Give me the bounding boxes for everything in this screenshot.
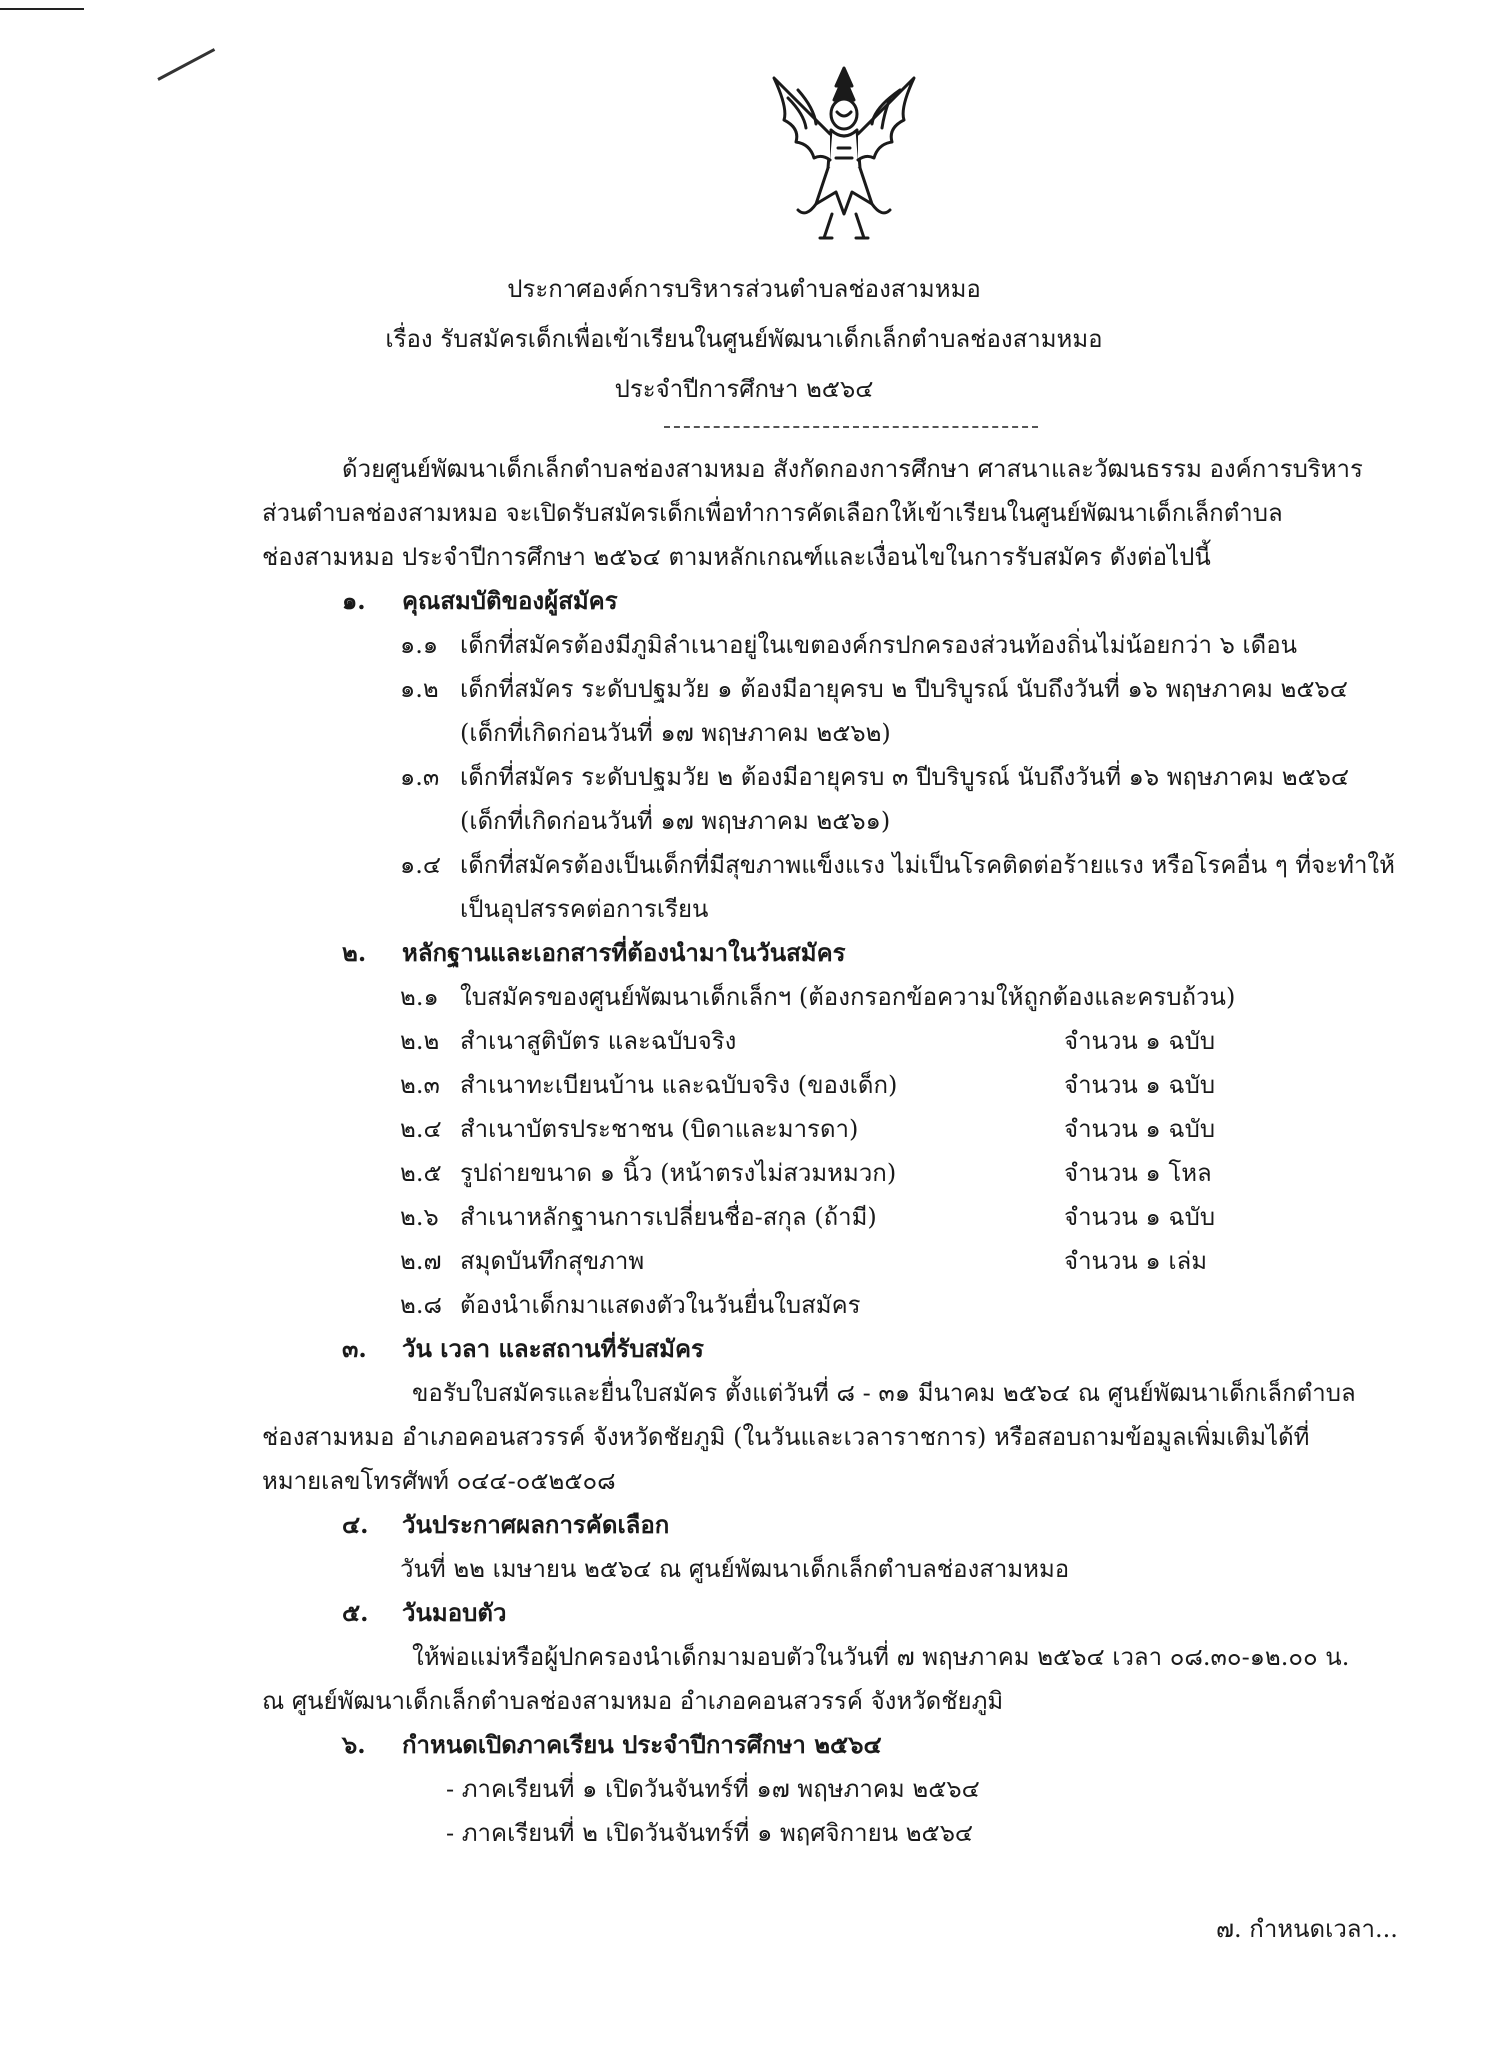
item-subtext: (เด็กที่เกิดก่อนวันที่ ๑๗ พฤษภาคม ๒๕๖๑): [460, 807, 891, 835]
item-number: ๑.๔: [400, 851, 442, 879]
item-text: สมุดบันทึกสุขภาพ: [460, 1247, 645, 1275]
agency-heading: ประกาศองค์การบริหารส่วนตำบลช่องสามหมอ: [507, 275, 981, 303]
section5-line-2: ณ ศูนย์พัฒนาเด็กเล็กตำบลช่องสามหมอ อำเภอคอนสวรรค์ จังหวัดชัยภูมิ: [262, 1687, 1004, 1715]
section5-number: ๕.: [342, 1598, 369, 1627]
section6-number: ๖.: [342, 1730, 366, 1759]
section2-title: หลักฐานและเอกสารที่ต้องนำมาในวันสมัคร: [402, 938, 846, 967]
subject-heading: เรื่อง รับสมัครเด็กเพื่อเข้าเรียนในศูนย์พัฒนาเด็กเล็กตำบลช่องสามหมอ: [385, 325, 1103, 353]
section3-line-2: ช่องสามหมอ อำเภอคอนสวรรค์ จังหวัดชัยภูมิ (ในวันและเวลาราชการ) หรือสอบถามข้อมูลเพิ่มเติมได้ที่: [262, 1423, 1310, 1451]
item-text: ต้องนำเด็กมาแสดงตัวในวันยื่นใบสมัคร: [460, 1291, 861, 1319]
list-item: [400, 760, 1349, 794]
item-quantity: จำนวน ๑ โหล: [1064, 1159, 1212, 1187]
item-number: ๒.๑: [400, 983, 439, 1011]
table-row: [400, 1200, 877, 1234]
item-text: สำเนาทะเบียนบ้าน และฉบับจริง (ของเด็ก): [460, 1071, 898, 1099]
item-text: สำเนาสูติบัตร และฉบับจริง: [460, 1027, 737, 1055]
year-heading: ประจำปีการศึกษา ๒๕๖๔: [614, 375, 874, 403]
item-quantity: จำนวน ๑ ฉบับ: [1064, 1071, 1216, 1099]
section5-title: วันมอบตัว: [402, 1598, 507, 1627]
section1-title: คุณสมบัติของผู้สมัคร: [402, 586, 618, 615]
item-number: ๒.๒: [400, 1027, 440, 1055]
item-text: เด็กที่สมัครต้องเป็นเด็กที่มีสุขภาพแข็งแรง ไม่เป็นโรคติดต่อร้ายแรง หรือโรคอื่น ๆ ที่จะทำให้: [460, 851, 1395, 879]
table-row: [400, 1156, 896, 1190]
section3-title: วัน เวลา และสถานที่รับสมัคร: [402, 1334, 704, 1363]
heading-separator: [664, 426, 1038, 428]
item-subtext: (เด็กที่เกิดก่อนวันที่ ๑๗ พฤษภาคม ๒๕๖๒): [460, 719, 891, 747]
pen-mark: [157, 48, 215, 81]
section4-heading: [342, 1508, 669, 1542]
continued-footer: ๗. กำหนดเวลา...: [1216, 1915, 1398, 1943]
item-subtext: เป็นอุปสรรคต่อการเรียน: [460, 895, 709, 923]
section3-line-1: ขอรับใบสมัครและยื่นใบสมัคร ตั้งแต่วันที่ ๘ - ๓๑ มีนาคม ๒๕๖๔ ณ ศูนย์พัฒนาเด็กเล็กตำบล: [412, 1379, 1356, 1407]
item-number: ๒.๔: [400, 1115, 442, 1143]
item-number: ๒.๖: [400, 1203, 439, 1231]
section5-heading: [342, 1596, 506, 1630]
item-text: ใบสมัครของศูนย์พัฒนาเด็กเล็กฯ (ต้องกรอกข้อความให้ถูกต้องและครบถ้วน): [460, 983, 1236, 1011]
section3-line-3: หมายเลขโทรศัพท์ ๐๔๔-๐๕๒๕๐๘: [262, 1467, 616, 1495]
list-item: [400, 672, 1348, 706]
list-item: [400, 848, 1395, 882]
item-text: สำเนาหลักฐานการเปลี่ยนชื่อ-สกุล (ถ้ามี): [460, 1203, 877, 1231]
item-number: ๒.๘: [400, 1291, 442, 1319]
list-item: - ภาคเรียนที่ ๑ เปิดวันจันทร์ที่ ๑๗ พฤษภาคม ๒๕๖๔: [446, 1775, 980, 1803]
item-number: ๒.๓: [400, 1071, 440, 1099]
item-text: สำเนาบัตรประชาชน (บิดาและมารดา): [460, 1115, 859, 1143]
section1-number: ๑.: [342, 586, 366, 615]
list-item: - ภาคเรียนที่ ๒ เปิดวันจันทร์ที่ ๑ พฤศจิกายน ๒๕๖๔: [446, 1819, 974, 1847]
item-text: รูปถ่ายขนาด ๑ นิ้ว (หน้าตรงไม่สวมหมวก): [460, 1159, 897, 1187]
item-quantity: จำนวน ๑ ฉบับ: [1064, 1027, 1216, 1055]
item-text: เด็กที่สมัคร ระดับปฐมวัย ๒ ต้องมีอายุครบ ๓ ปีบริบูรณ์ นับถึงวันที่ ๑๖ พฤษภาคม ๒๕๖๔: [460, 763, 1350, 791]
table-row: [400, 1068, 897, 1102]
section5-line-1: ให้พ่อแม่หรือผู้ปกครองนำเด็กมามอบตัวในวันที่ ๗ พฤษภาคม ๒๕๖๔ เวลา ๐๘.๓๐-๑๒.๐๐ น.: [412, 1643, 1350, 1671]
table-row: [400, 1288, 861, 1322]
section4-title: วันประกาศผลการคัดเลือก: [402, 1510, 670, 1539]
intro-line-3: ช่องสามหมอ ประจำปีการศึกษา ๒๕๖๔ ตามหลักเกณฑ์และเงื่อนไขในการรับสมัคร ดังต่อไปนี้: [262, 543, 1211, 571]
item-quantity: จำนวน ๑ ฉบับ: [1064, 1203, 1216, 1231]
item-number: ๒.๕: [400, 1159, 442, 1187]
section1-heading: [342, 584, 618, 618]
section3-number: ๓.: [342, 1334, 367, 1363]
section2-number: ๒.: [342, 938, 367, 967]
section6-title: กำหนดเปิดภาคเรียน ประจำปีการศึกษา ๒๕๖๔: [402, 1730, 882, 1759]
intro-line-1: ด้วยศูนย์พัฒนาเด็กเล็กตำบลช่องสามหมอ สังกัดกองการศึกษา ศาสนาและวัฒนธรรม องค์การบริหาร: [342, 455, 1363, 483]
item-number: ๑.๓: [400, 763, 440, 791]
section4-line: วันที่ ๒๒ เมษายน ๒๕๖๔ ณ ศูนย์พัฒนาเด็กเล็กตำบลช่องสามหมอ: [400, 1555, 1070, 1583]
item-number: ๑.๑: [400, 631, 439, 659]
item-number: ๑.๒: [400, 675, 439, 703]
intro-line-2: ส่วนตำบลช่องสามหมอ จะเปิดรับสมัครเด็กเพื่อทำการคัดเลือกให้เข้าเรียนในศูนย์พัฒนาเด็กเล็กตำบล: [262, 499, 1283, 527]
item-text: เด็กที่สมัคร ระดับปฐมวัย ๑ ต้องมีอายุครบ ๒ ปีบริบูรณ์ นับถึงวันที่ ๑๖ พฤษภาคม ๒๕๖๔: [460, 675, 1348, 703]
table-row: [400, 1112, 858, 1146]
item-number: ๒.๗: [400, 1247, 442, 1275]
section6-heading: [342, 1728, 882, 1762]
table-row: [400, 1244, 644, 1278]
top-rule: [0, 8, 84, 10]
item-quantity: จำนวน ๑ ฉบับ: [1064, 1115, 1216, 1143]
table-row: [400, 1024, 736, 1058]
section2-heading: [342, 936, 846, 970]
table-row: [400, 980, 1235, 1014]
garuda-emblem-icon: [744, 58, 944, 258]
item-quantity: จำนวน ๑ เล่ม: [1064, 1247, 1208, 1275]
section3-heading: [342, 1332, 704, 1366]
list-item: [400, 628, 1297, 662]
item-text: เด็กที่สมัครต้องมีภูมิลำเนาอยู่ในเขตองค์กรปกครองส่วนท้องถิ่นไม่น้อยกว่า ๖ เดือน: [460, 631, 1298, 659]
section4-number: ๔.: [342, 1510, 369, 1539]
